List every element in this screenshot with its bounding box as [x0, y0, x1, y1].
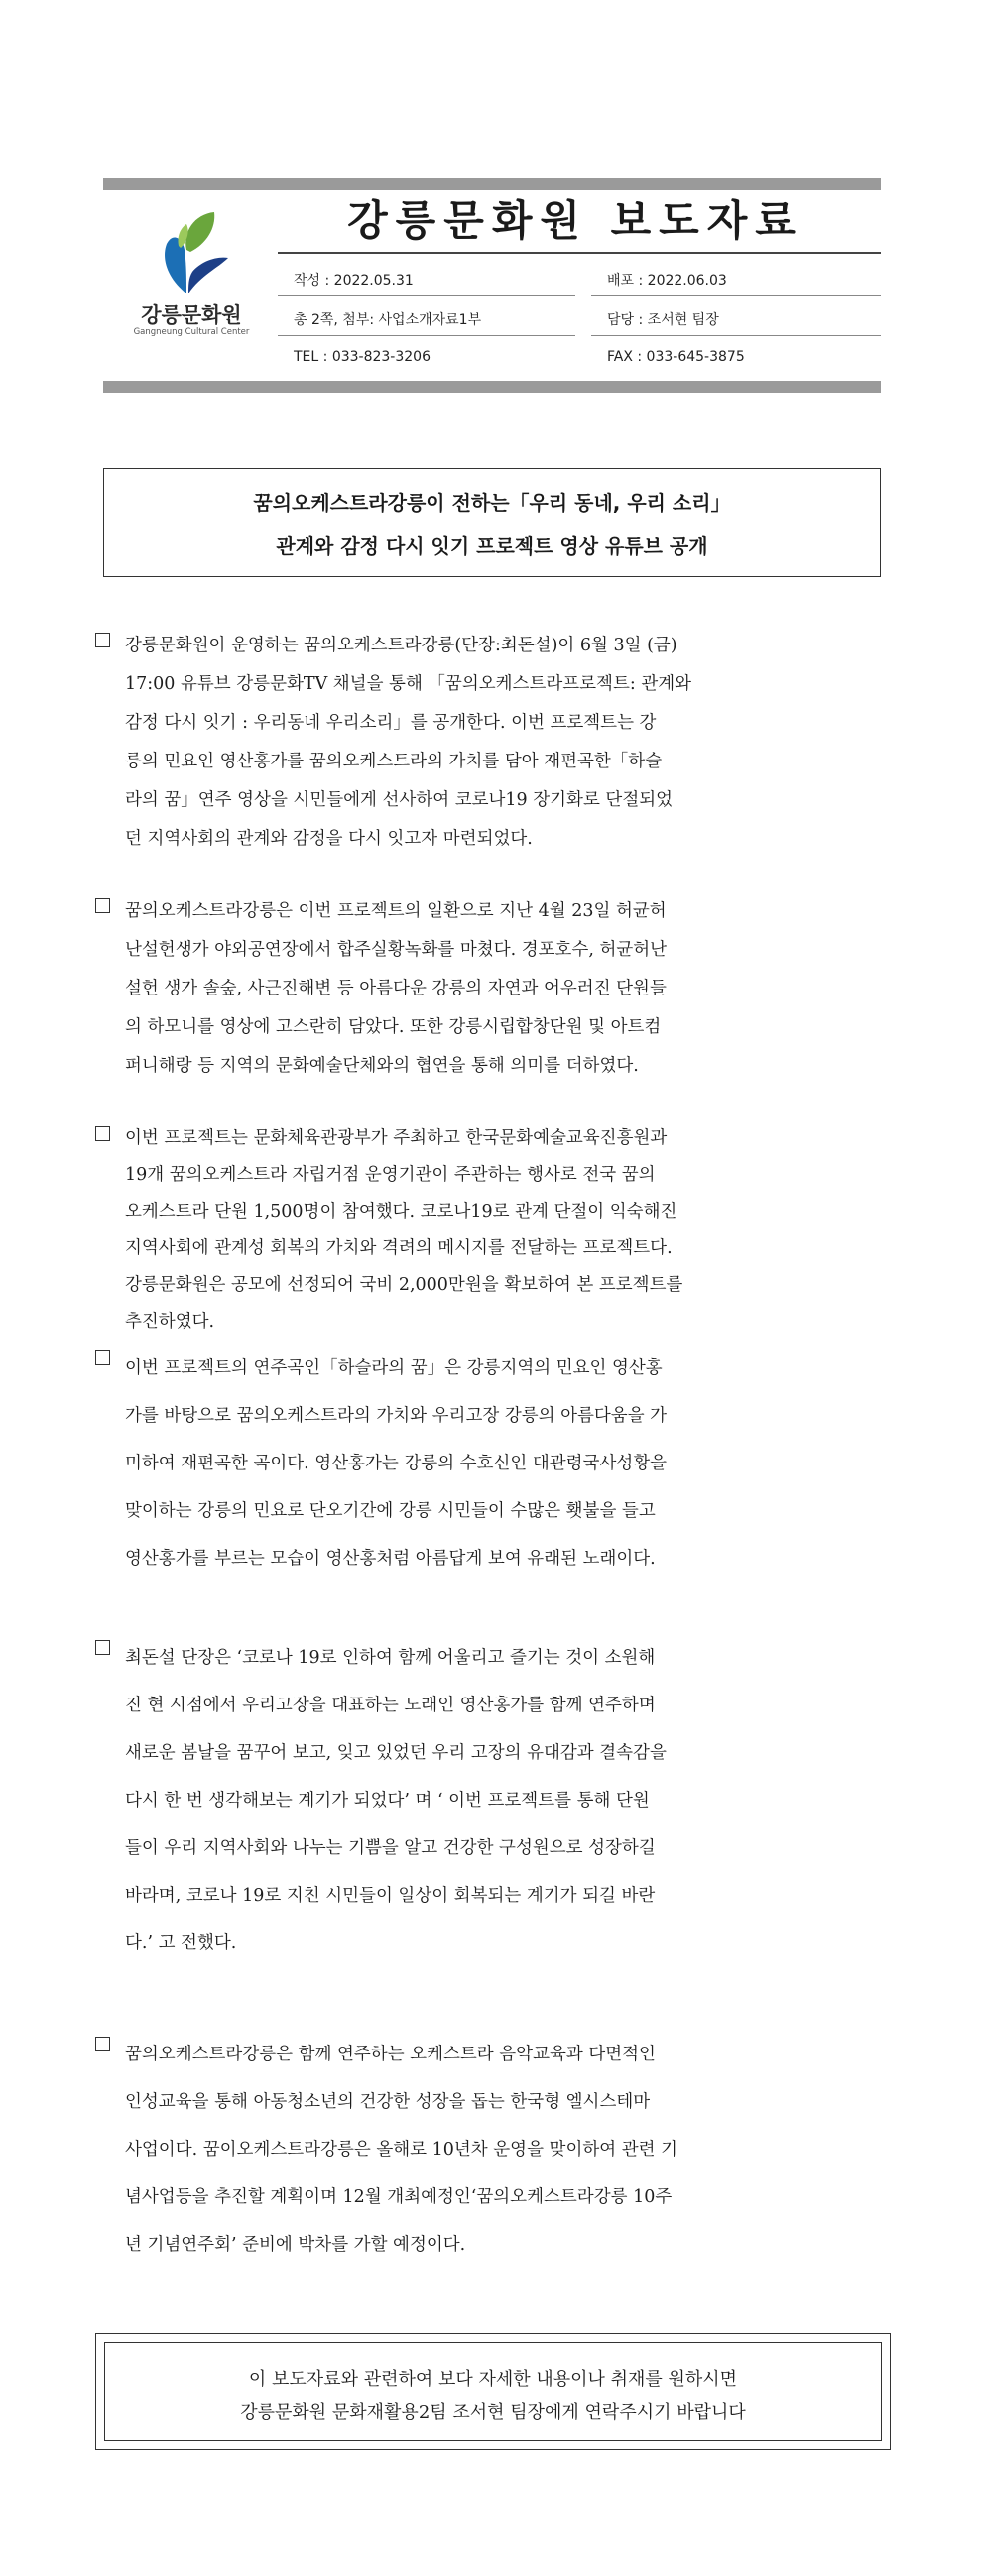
- paragraph-line: 진 현 시점에서 우리고장을 대표하는 노래인 영산홍가를 함께 연주하며: [125, 1696, 656, 1715]
- leaf-logo-icon: [157, 210, 232, 295]
- header-bottom-bar: [103, 381, 881, 393]
- paragraph-5: [95, 1634, 889, 1971]
- title-underline: [278, 252, 881, 254]
- paragraph-line: 라의 꿈」연주 영상을 시민들에게 선사하여 코로나19 장기화로 단절되었: [125, 790, 674, 810]
- paragraph-line: 꿈의오케스트라강릉은 함께 연주하는 오케스트라 음악교육과 다면적인: [125, 2045, 656, 2064]
- distribution-date: 배포 : 2022.06.03: [607, 273, 727, 289]
- paragraph-line: 설헌 생가 솔숲, 사근진해변 등 아름다운 강릉의 자연과 어우러진 단원들: [125, 979, 667, 998]
- meta-divider: [278, 335, 575, 336]
- paragraph-6: [95, 2031, 889, 2269]
- paragraph-line: 이번 프로젝트는 문화체육관광부가 주최하고 한국문화예술교육진흥원과: [125, 1128, 668, 1148]
- document-title: 강릉문화원 보도자료: [347, 196, 803, 245]
- contact-footer-box: [95, 2333, 891, 2450]
- paragraph-line: 난설헌생가 야외공연장에서 합주실황녹화를 마쳤다. 경포호수, 허균허난: [125, 940, 668, 960]
- paragraph-line: 추진하였다.: [125, 1312, 215, 1332]
- paragraph-line: 의 하모니를 영상에 고스란히 담았다. 또한 강릉시립합창단원 및 아트컴: [125, 1017, 662, 1037]
- meta-divider: [591, 295, 881, 296]
- headline-line-2: 관계와 감정 다시 잇기 프로젝트 영상 유튜브 공개: [276, 534, 708, 558]
- org-name-english: Gangneung Cultural Center: [133, 327, 250, 337]
- paragraph-line: 다.’ 고 전했다.: [125, 1933, 237, 1953]
- paragraph-line: 지역사회에 관계성 회복의 가치와 격려의 메시지를 전달하는 프로젝트다.: [125, 1238, 673, 1258]
- paragraph-line: 다시 한 번 생각해보는 계기가 되었다’ 며 ‘ 이번 프로젝트를 통해 단원: [125, 1791, 650, 1811]
- paragraph-line: 새로운 봄날을 꿈꾸어 보고, 잊고 있었던 우리 고장의 유대감과 결속감을: [125, 1743, 667, 1763]
- bullet-box-icon: [95, 1126, 110, 1141]
- paragraph-line: 릉의 민요인 영산홍가를 꿈의오케스트라의 가치를 담아 재편곡한「하슬: [125, 752, 663, 771]
- bullet-box-icon: [95, 1640, 110, 1655]
- written-date: 작성 : 2022.05.31: [294, 273, 414, 289]
- paragraph-line: 감정 다시 잇기 : 우리동네 우리소리」를 공개한다. 이번 프로젝트는 강: [125, 713, 657, 733]
- paragraph-line: 이번 프로젝트의 연주곡인「하슬라의 꿈」은 강릉지역의 민요인 영산홍: [125, 1358, 663, 1378]
- paragraph-line: 오케스트라 단원 1,500명이 참여했다. 코로나19로 관계 단절이 익숙해진: [125, 1202, 677, 1222]
- bullet-box-icon: [95, 898, 110, 913]
- bullet-box-icon: [95, 1350, 110, 1365]
- paragraph-3: [95, 1120, 889, 1348]
- meta-divider: [591, 335, 881, 336]
- paragraph-1: [95, 627, 889, 865]
- paragraph-line: 꿈의오케스트라강릉은 이번 프로젝트의 일환으로 지난 4월 23일 허균허: [125, 901, 667, 921]
- paragraph-line: 강릉문화원은 공모에 선정되어 국비 2,000만원을 확보하여 본 프로젝트를: [125, 1275, 683, 1295]
- paragraph-line: 바라며, 코로나 19로 지친 시민들이 일상이 회복되는 계기가 되길 바란: [125, 1886, 656, 1906]
- paragraph-line: 미하여 재편곡한 곡이다. 영산홍가는 강릉의 수호신인 대관령국사성황을: [125, 1454, 668, 1473]
- bullet-box-icon: [95, 633, 110, 647]
- paragraph-line: 년 기념연주회’ 준비에 박차를 가할 예정이다.: [125, 2235, 466, 2255]
- header-top-bar: [103, 178, 881, 190]
- footer-line-2: 강릉문화원 문화재활용2팀 조서현 팀장에게 연락주시기 바랍니다: [240, 2402, 746, 2423]
- paragraph-line: 가를 바탕으로 꿈의오케스트라의 가치와 우리고장 강릉의 아름다움을 가: [125, 1406, 668, 1426]
- paragraph-line: 영산홍가를 부르는 모습이 영산홍처럼 아름답게 보여 유래된 노래이다.: [125, 1549, 656, 1569]
- paragraph-line: 최돈설 단장은 ‘코로나 19로 인하여 함께 어울리고 즐기는 것이 소원해: [125, 1648, 656, 1668]
- phone-number: TEL : 033-823-3206: [294, 349, 430, 365]
- paragraph-line: 강릉문화원이 운영하는 꿈의오케스트라강릉(단장:최돈설)이 6월 3일 (금): [125, 636, 677, 655]
- paragraph-line: 들이 우리 지역사회와 나누는 기쁨을 알고 건강한 구성원으로 성장하길: [125, 1838, 656, 1858]
- paragraph-line: 17:00 유튜브 강릉문화TV 채널을 통해 「꿈의오케스트라프로젝트: 관계와: [125, 674, 692, 694]
- bullet-box-icon: [95, 2037, 110, 2051]
- page-count: 총 2쪽, 첨부: 사업소개자료1부: [294, 312, 482, 328]
- paragraph-line: 인성교육을 통해 아동청소년의 건강한 성장을 돕는 한국형 엘시스테마: [125, 2092, 651, 2112]
- paragraph-2: [95, 892, 889, 1091]
- headline-line-1: 꿈의오케스트라강릉이 전하는「우리 동네, 우리 소리」: [253, 491, 731, 515]
- paragraph-line: 념사업등을 추진할 계획이며 12월 개최예정인‘꿈의오케스트라강릉 10주: [125, 2187, 673, 2207]
- headline-box: [103, 468, 881, 577]
- paragraph-line: 19개 꿈의오케스트라 자립거점 운영기관이 주관하는 행사로 전국 꿈의: [125, 1165, 656, 1185]
- paragraph-line: 사업이다. 꿈이오케스트라강릉은 올해로 10년차 운영을 맞이하여 관련 기: [125, 2140, 678, 2160]
- org-name: 강릉문화원: [141, 303, 242, 327]
- contact-person: 담당 : 조서현 팀장: [607, 312, 719, 328]
- footer-line-1: 이 보도자료와 관련하여 보다 자세한 내용이나 취재를 원하시면: [248, 2369, 738, 2390]
- paragraph-line: 맞이하는 강릉의 민요로 단오기간에 강릉 시민들이 수많은 횃불을 들고: [125, 1501, 656, 1521]
- paragraph-line: 던 지역사회의 관계와 감정을 다시 잇고자 마련되었다.: [125, 829, 533, 849]
- meta-divider: [278, 295, 575, 296]
- paragraph-line: 퍼니해랑 등 지역의 문화예술단체와의 협연을 통해 의미를 더하였다.: [125, 1056, 639, 1076]
- contact-footer-inner: [104, 2342, 882, 2441]
- fax-number: FAX : 033-645-3875: [607, 349, 745, 365]
- paragraph-4: [95, 1345, 889, 1573]
